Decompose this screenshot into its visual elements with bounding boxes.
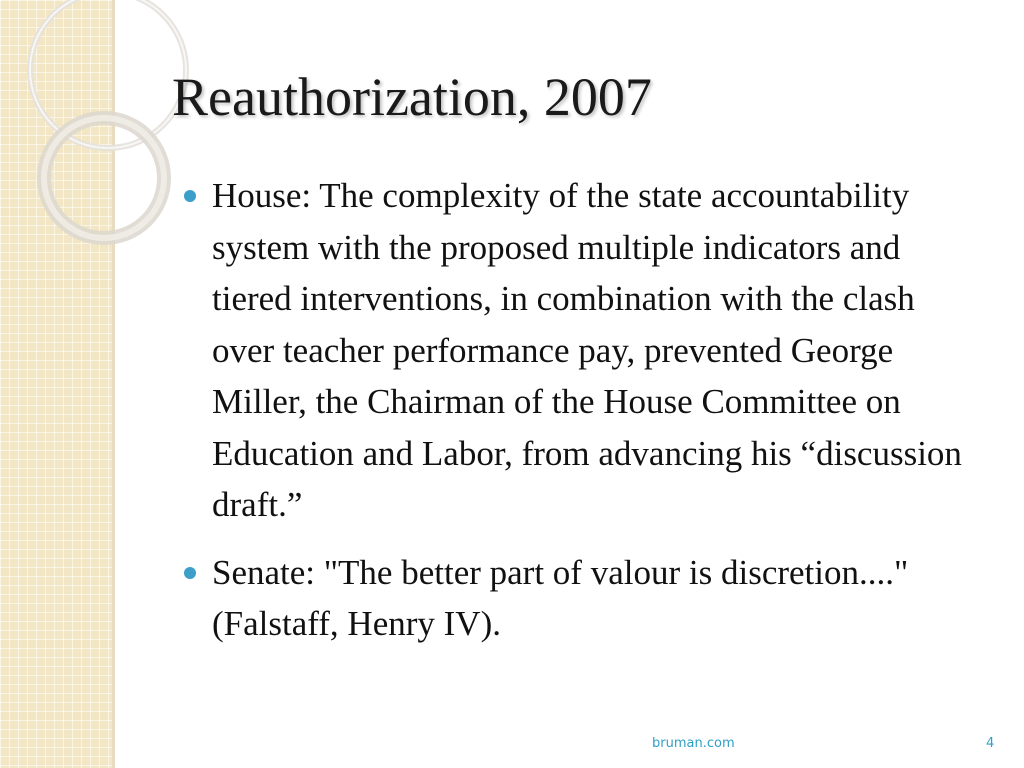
bullet-item-house [184,170,974,531]
page-number: 4 [986,736,995,751]
decorative-circles-icon [0,0,130,300]
bullet-text-house: House: The complexity of the state accountability system with the proposed multiple indicators and tiered interventions, in combination with the clash over teacher performance pay, prevented George Miller, the Chairman of the House Committee on Education and Labor, from advancing his “discussion draft.” [212,176,962,524]
bullet-item-senate [184,547,974,650]
bullet-list [184,170,974,666]
bullet-dot-icon [184,190,196,202]
bullet-dot-icon [184,567,196,579]
bullet-text-senate: Senate: "The better part of valour is discretion...." (Falstaff, Henry IV). [212,552,909,643]
footer-source: bruman.com [652,736,735,751]
slide-title: Reauthorization, 2007 [172,67,652,127]
